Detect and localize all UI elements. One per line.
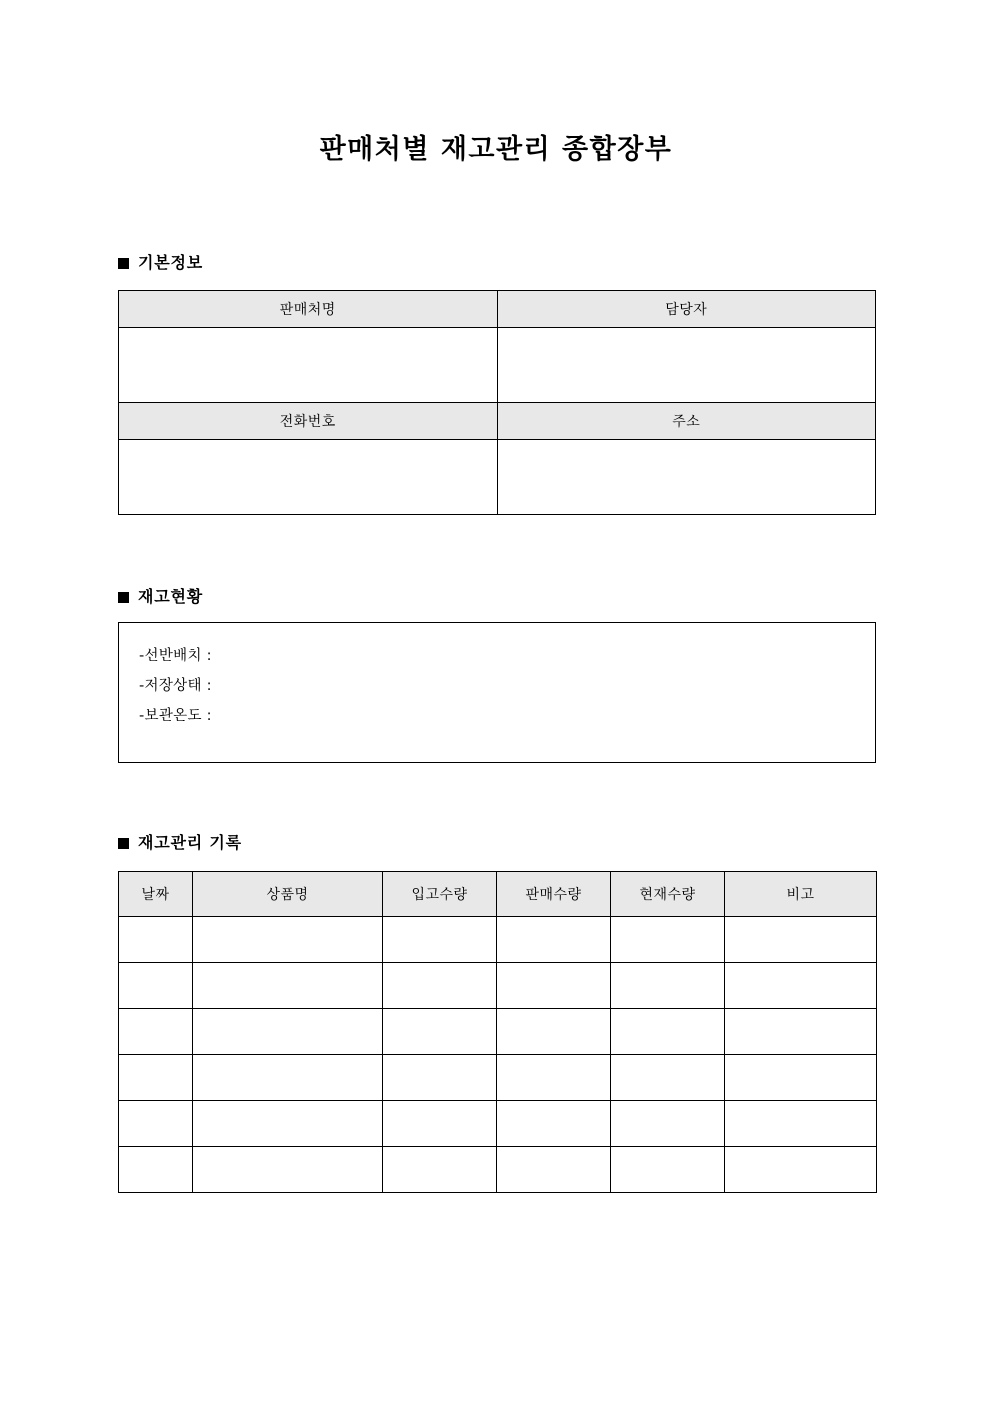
inventory-status-list — [119, 623, 875, 731]
list-item-storage-condition[interactable]: -저장상태 : — [139, 678, 212, 694]
basic-info-table — [118, 290, 876, 515]
record-column-sold-qty: 판매수량 — [497, 872, 611, 917]
table-row — [119, 403, 876, 440]
record-cell-product-name[interactable] — [193, 1055, 383, 1101]
record-cell-date[interactable] — [119, 1009, 193, 1055]
record-column-product-name: 상품명 — [193, 872, 383, 917]
list-item-shelf-layout[interactable]: -선반배치 : — [139, 648, 212, 664]
list-item-storage-temperature[interactable]: -보관온도 : — [139, 708, 212, 724]
section-heading-basic-info-label: 기본정보 — [138, 253, 204, 272]
table-row — [119, 440, 876, 515]
basic-info-value-address[interactable] — [497, 440, 876, 515]
basic-info-header-vendor-name: 판매처명 — [119, 291, 498, 328]
record-cell-product-name[interactable] — [193, 1009, 383, 1055]
record-cell-remarks[interactable] — [725, 1101, 877, 1147]
record-cell-date[interactable] — [119, 917, 193, 963]
section-heading-inventory-record — [118, 835, 242, 851]
record-cell-date[interactable] — [119, 1101, 193, 1147]
record-cell-inbound-qty[interactable] — [383, 1055, 497, 1101]
record-column-current-qty: 현재수량 — [611, 872, 725, 917]
square-bullet-icon — [118, 592, 129, 603]
record-cell-inbound-qty[interactable] — [383, 963, 497, 1009]
basic-info-value-manager[interactable] — [497, 328, 876, 403]
record-cell-inbound-qty[interactable] — [383, 1009, 497, 1055]
basic-info-value-vendor-name[interactable] — [119, 328, 498, 403]
record-cell-inbound-qty[interactable] — [383, 1101, 497, 1147]
section-heading-inventory-record-label: 재고관리 기록 — [138, 833, 242, 852]
record-cell-product-name[interactable] — [193, 1147, 383, 1193]
record-cell-current-qty[interactable] — [611, 1147, 725, 1193]
record-cell-sold-qty[interactable] — [497, 1009, 611, 1055]
table-row — [119, 917, 877, 963]
basic-info-header-manager: 담당자 — [497, 291, 876, 328]
section-heading-inventory-status — [118, 589, 203, 605]
record-column-remarks: 비고 — [725, 872, 877, 917]
record-column-date: 날짜 — [119, 872, 193, 917]
record-cell-product-name[interactable] — [193, 917, 383, 963]
record-cell-current-qty[interactable] — [611, 1009, 725, 1055]
basic-info-value-phone[interactable] — [119, 440, 498, 515]
record-cell-remarks[interactable] — [725, 917, 877, 963]
basic-info-header-phone: 전화번호 — [119, 403, 498, 440]
inventory-status-box[interactable] — [118, 622, 876, 763]
section-heading-inventory-status-label: 재고현황 — [138, 587, 204, 606]
record-cell-current-qty[interactable] — [611, 917, 725, 963]
page-title: 판매처별 재고관리 종합장부 — [319, 134, 673, 165]
record-cell-sold-qty[interactable] — [497, 963, 611, 1009]
record-cell-remarks[interactable] — [725, 1147, 877, 1193]
record-cell-inbound-qty[interactable] — [383, 917, 497, 963]
table-header-row — [119, 872, 877, 917]
section-heading-basic-info — [118, 255, 203, 271]
record-cell-sold-qty[interactable] — [497, 1101, 611, 1147]
record-cell-product-name[interactable] — [193, 1101, 383, 1147]
table-row — [119, 1147, 877, 1193]
table-row — [119, 1101, 877, 1147]
record-cell-remarks[interactable] — [725, 963, 877, 1009]
record-cell-product-name[interactable] — [193, 963, 383, 1009]
record-cell-current-qty[interactable] — [611, 1101, 725, 1147]
square-bullet-icon — [118, 258, 129, 269]
record-cell-current-qty[interactable] — [611, 1055, 725, 1101]
record-cell-date[interactable] — [119, 1055, 193, 1101]
square-bullet-icon — [118, 838, 129, 849]
record-column-inbound-qty: 입고수량 — [383, 872, 497, 917]
basic-info-header-address: 주소 — [497, 403, 876, 440]
record-cell-sold-qty[interactable] — [497, 1147, 611, 1193]
record-cell-sold-qty[interactable] — [497, 917, 611, 963]
record-cell-remarks[interactable] — [725, 1055, 877, 1101]
record-cell-sold-qty[interactable] — [497, 1055, 611, 1101]
table-row — [119, 963, 877, 1009]
table-row — [119, 291, 876, 328]
table-row — [119, 1009, 877, 1055]
table-row — [119, 1055, 877, 1101]
record-cell-date[interactable] — [119, 963, 193, 1009]
record-cell-inbound-qty[interactable] — [383, 1147, 497, 1193]
inventory-record-table — [118, 871, 877, 1193]
record-cell-date[interactable] — [119, 1147, 193, 1193]
record-cell-remarks[interactable] — [725, 1009, 877, 1055]
table-row — [119, 328, 876, 403]
record-cell-current-qty[interactable] — [611, 963, 725, 1009]
